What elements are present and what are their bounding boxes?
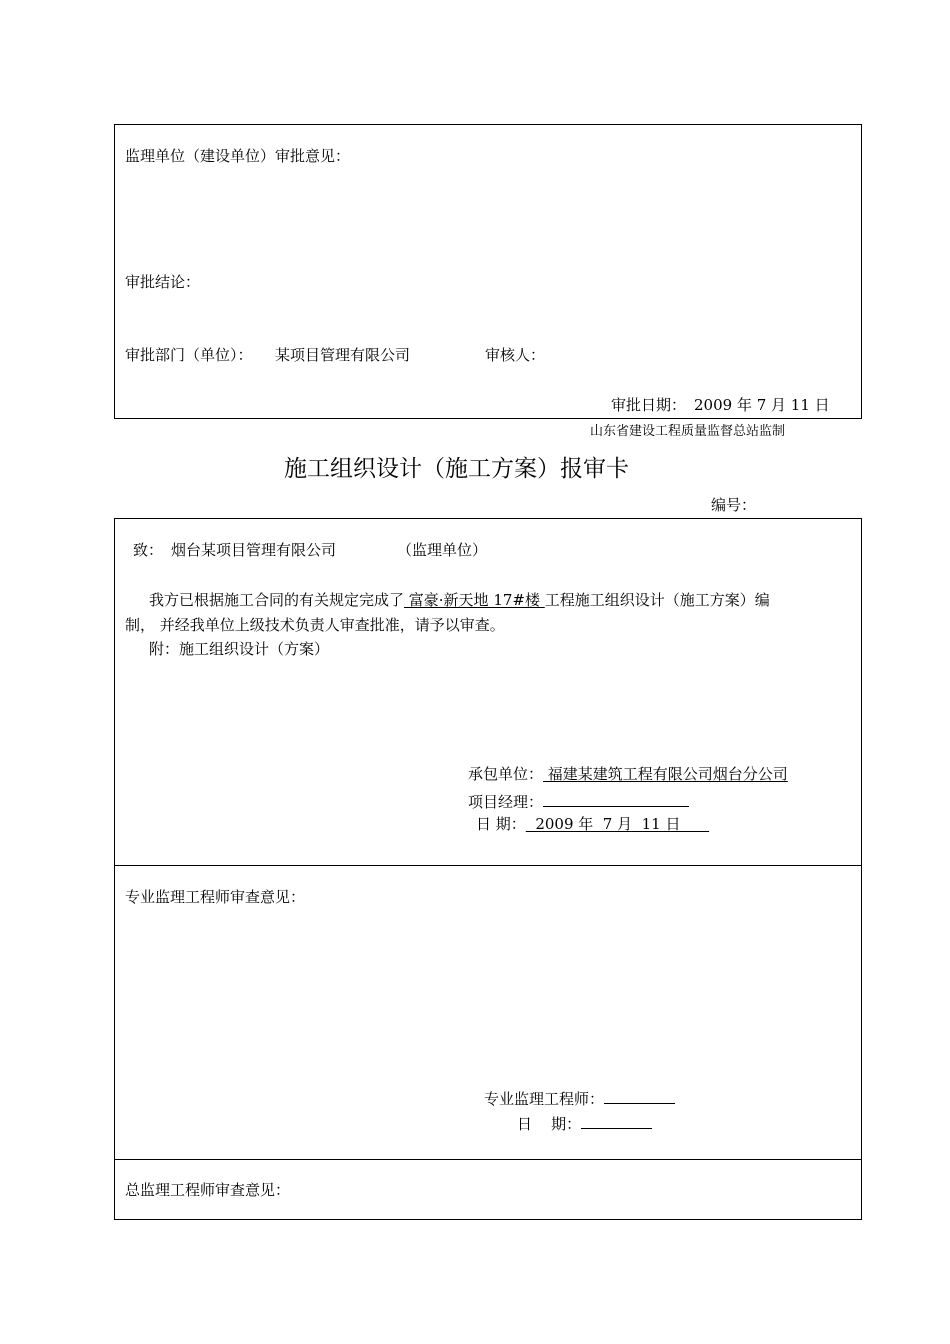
manager-label: 项目经理： — [468, 793, 544, 811]
approval-date-value: 2009 年 7 月 11 日 — [694, 396, 830, 414]
engineer-date-label: 日 期： — [517, 1115, 582, 1133]
engineer-sign-line — [484, 1089, 675, 1107]
divider-2 — [114, 1159, 862, 1160]
manager-blank — [543, 792, 689, 807]
contractor-label: 承包单位： — [468, 765, 544, 783]
to-role: （监理单位） — [397, 541, 488, 559]
to-label: 致： — [133, 541, 164, 559]
approval-reviewer-label: 审核人： — [485, 346, 546, 364]
body-prefix: 我方已根据施工合同的有关规定完成了 — [149, 591, 405, 609]
approval-date-label: 审批日期： — [611, 396, 687, 414]
submission-date-value: 2009 年 7 月 11 日 — [525, 815, 710, 833]
contractor-line — [468, 767, 788, 782]
contractor-value: 福建某建筑工程有限公司烟台分公司 — [543, 765, 788, 783]
approval-dept-label: 审批部门（单位）： — [125, 346, 253, 364]
attachment-line: 附：施工组织设计（方案） — [149, 640, 330, 658]
divider-1 — [114, 865, 862, 866]
engineer-blank — [604, 1089, 675, 1104]
body-line-1 — [149, 593, 770, 608]
engineer-opinion-label: 专业监理工程师审查意见： — [125, 888, 306, 906]
manager-line — [468, 792, 689, 810]
engineer-date-line — [517, 1114, 652, 1132]
chief-opinion-label: 总监理工程师审查意见： — [125, 1181, 291, 1199]
number-label: 编号： — [711, 496, 757, 514]
approval-opinion-label: 监理单位（建设单位）审批意见： — [125, 147, 351, 165]
engineer-label: 专业监理工程师： — [484, 1090, 605, 1108]
body-suffix: 工程施工组织设计（施工方案）编 — [544, 591, 770, 609]
submission-date-line — [476, 817, 709, 832]
supervision-note: 山东省建设工程质量监督总站监制 — [590, 424, 786, 439]
project-name: 富豪·新天地 17#楼 — [404, 591, 545, 609]
form-title: 施工组织设计（施工方案）报审卡 — [284, 456, 629, 482]
body-line-2: 制， 并经我单位上级技术负责人审查批准，请予以审查。 — [125, 616, 505, 634]
to-value: 烟台某项目管理有限公司 — [171, 541, 337, 559]
approval-dept-value: 某项目管理有限公司 — [275, 346, 411, 364]
approval-box — [114, 124, 862, 419]
engineer-date-blank — [581, 1114, 652, 1129]
submission-date-label: 日 期： — [476, 815, 526, 833]
approval-conclusion-label: 审批结论： — [125, 273, 201, 291]
